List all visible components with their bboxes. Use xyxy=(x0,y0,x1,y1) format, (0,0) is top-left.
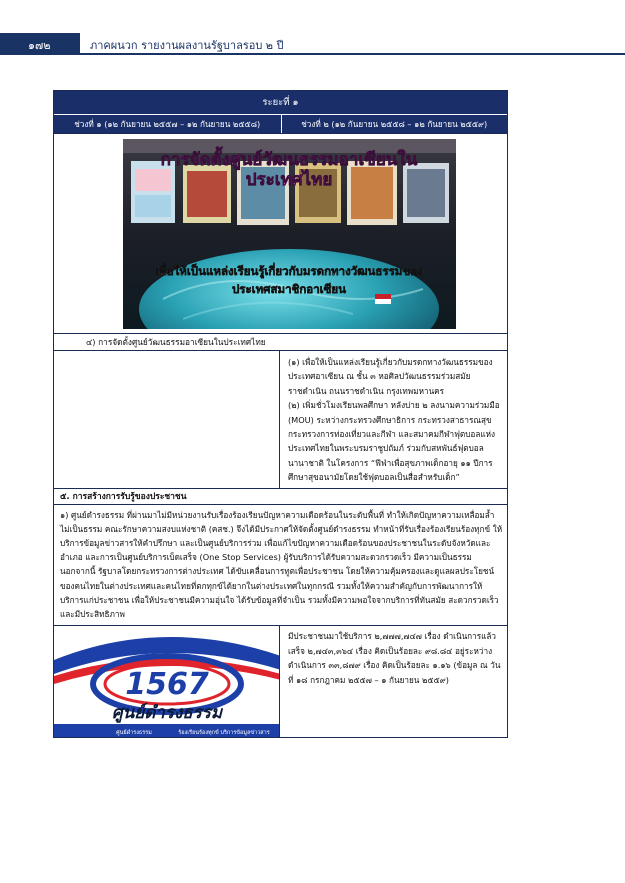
item4-detail-1: (๑) เพื่อให้เป็นแหล่งเรียนรู้เกี่ยวกับมรดกทางวัฒนธรรมของประเทศอาเซียน ณ ชั้น ๓ หอศิลปวัฒนธรรมร่วมสมัยราชดำเนิน ถนนราชดำเนิน กรุงเทพมหานคร xyxy=(287,357,493,396)
period-row xyxy=(54,115,507,133)
section5-stats: มีประชาชนมาใช้บริการ ๒,๗๗๗,๗๔๗ เรื่อง ดำเนินการแล้วเสร็จ ๒,๗๔๓,๓๖๔ เรื่อง คิดเป็นร้อยละ ๙๘.๘๔ อยู่ระหว่างดำเนินการ ๓๓,๘๗๙ เรื่อง คิดเป็นร้อยละ ๑.๑๖ (ข้อมูล ณ วันที่ ๑๘ กรกฎาคม ๒๕๕๗ – ๑ กันยายน ๒๕๕๙) xyxy=(287,631,501,685)
item4-detail-2: (๒) เพิ่มชั่วโมงเรียนพลศึกษา หลังบ่าย ๒ ลงนามความร่วมมือ (MOU) ระหว่างกระทรวงศึกษาธิการ กระทรวงสาธารณสุข กระทรวงการท่องเที่ยวและกีฬา และสมาคมกีฬาฟุตบอลแห่งประเทศไทยในพระบรมราชูปถัมภ์ ร่วมกับสหพันธ์ฟุตบอลนานาชาติ ในโครงการ “ฟีฟ่าเพื่อสุขภาพเด็กอายุ ๑๑ ปีการศึกษาสุขอนามัยโดยใช้ฟุตบอลเป็นสื่อสำหรับเด็ก” xyxy=(287,400,500,483)
item4-detail-row xyxy=(54,350,507,488)
page-number-box xyxy=(0,33,80,55)
section5-logo-row xyxy=(54,625,507,737)
asean-cultural-center-photo xyxy=(123,139,456,329)
logo-small-text-1: ศูนย์ดำรงธรรม xyxy=(116,730,152,737)
photo-title-line1: การจัดตั้งศูนย์วัฒนธรรมอาเซียนใน xyxy=(160,150,418,170)
header-rule xyxy=(80,53,625,55)
period-2-heading: ช่วงที่ ๒ (๑๒ กันยายน ๒๕๕๘ – ๑๒ กันยายน ๒๕๕๙) xyxy=(281,115,508,133)
photo-row xyxy=(54,133,507,333)
logo-name: ศูนย์ดำรงธรรม xyxy=(111,703,223,724)
period-1-heading: ช่วงที่ ๑ (๑๒ กันยายน ๒๕๕๗ – ๑๒ กันยายน ๒๕๕๘) xyxy=(74,119,261,129)
page-header xyxy=(0,33,625,55)
photo-title-line2: ประเทศไทย xyxy=(245,170,333,190)
header-title: ภาคผนวก รายงานผลงานรัฐบาลรอบ ๒ ปี xyxy=(90,39,284,52)
photo-subtitle-line2: ประเทศสมาชิกอาเซียน xyxy=(232,282,346,296)
item4-detail-cell xyxy=(280,351,507,488)
logo-cell xyxy=(54,626,280,737)
page-number: ๑๗๒ xyxy=(28,39,51,52)
logo-small-text-2: ร้องเรียนร้องทุกข์ บริการข้อมูลข่าวสาร xyxy=(178,730,270,737)
item4-caption: ๔) การจัดตั้งศูนย์วัฒนธรรมอาเซียนในประเทศไทย xyxy=(54,333,507,350)
photo-subtitle-line1: เพื่อให้เป็นแหล่งเรียนรู้เกี่ยวกับมรดกทางวัฒนธรรมของ xyxy=(155,264,423,278)
damrongdhama-1567-logo xyxy=(54,626,280,737)
section5-paragraph: ๑) ศูนย์ดำรงธรรม ที่ผ่านมาไม่มีหน่วยงานรับเรื่องร้องเรียนปัญหาความเดือดร้อนในระดับพื้นที่ ทำให้เกิดปัญหาความเหลื่อมล้ำไม่เป็นธรรม คณะรักษาความสงบแห่งชาติ (คสช.) จึงได้มีประกาศให้จัดตั้งศูนย์ดำรงธรรม ทำหน้าที่รับเรื่องร้องเรียนร้องทุกข์ ให้บริการข้อมูลข่าวสารให้คำปรึกษา และเป็นศูนย์บริการร่วม เพื่อแก้ไขปัญหาความเดือดร้อนของประชาชนในระดับจังหวัดและอำเภอ และการเป็นศูนย์บริการเบ็ดเสร็จ (One Stop Services) ผู้รับบริการได้รับความสะดวกรวดเร็ว มีความเป็นธรรม นอกจากนี้ รัฐบาลโดยกระทรวงการต่างประเทศ ได้ขับเคลื่อนการทูตเพื่อประชาชน โดยให้ความคุ้มครองและดูแลผลประโยชน์ของคนไทยในต่างประเทศและคนไทยที่ตกทุกข์ได้ยากในต่างประเทศในทุกกรณี รวมทั้งให้ความสำคัญกับการพัฒนาการให้บริการแก่ประชาชน เพื่อให้ประชาชนมีความอุ่นใจ ได้รับข้อมูลที่จำเป็น รวมทั้งมีความพอใจจากบริการที่ทันสมัย สะดวกรวดเร็วและมีประสิทธิภาพ xyxy=(54,504,507,626)
section5-heading: ๕. การสร้างการรับรู้ของประชาชน xyxy=(54,488,507,504)
report-table xyxy=(53,90,508,738)
phase-heading: ระยะที่ ๑ xyxy=(54,91,507,115)
item4-empty-cell xyxy=(54,351,280,488)
logo-number: 1567 xyxy=(125,667,209,703)
